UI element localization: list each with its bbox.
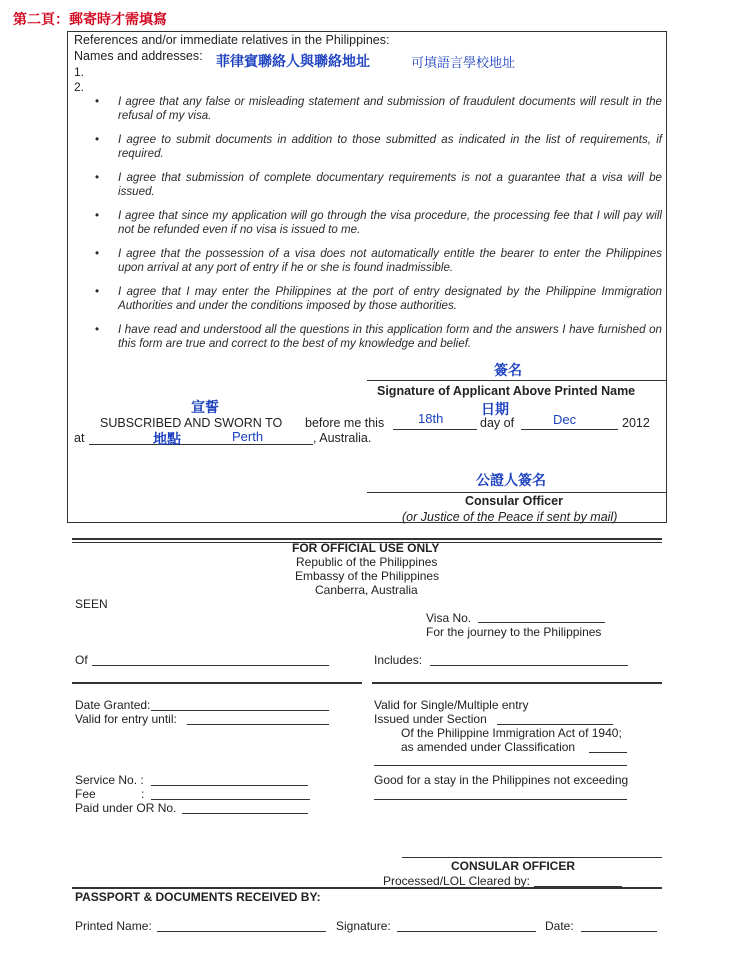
fee-field[interactable] <box>151 799 310 800</box>
bullet-icon: • <box>95 323 100 336</box>
bullet-icon: • <box>95 171 100 184</box>
month-value: Dec <box>553 412 577 427</box>
year-label: 2012 <box>622 416 650 430</box>
official-heading: FOR OFFICIAL USE ONLY <box>292 541 440 555</box>
consular-officer-label: Consular Officer <box>465 494 563 508</box>
issued-under-label: Issued under Section <box>374 712 487 726</box>
applicant-signature-label: Signature of Applicant Above Printed Name <box>377 384 636 398</box>
service-no-field[interactable] <box>151 785 308 786</box>
paid-under-label: Paid under OR No. <box>75 801 177 815</box>
valid-entry-label: Valid for Single/Multiple entry <box>374 698 529 712</box>
names-label: Names and addresses: <box>74 49 203 63</box>
visa-no-label: Visa No. <box>426 611 472 625</box>
valid-until-label: Valid for entry until: <box>75 712 177 726</box>
processed-label: Processed/LOL Cleared by: <box>383 874 530 888</box>
declaration-item: • I agree that any false or misleading statement and submission of fraudulent documents will result in the refusal of my visa. <box>95 95 662 122</box>
visa-no-field[interactable] <box>478 622 605 623</box>
received-signature-label: Signature: <box>336 919 391 933</box>
date-granted-field[interactable] <box>151 710 329 711</box>
official-line-2: Embassy of the Philippines <box>295 569 440 583</box>
fee-colon: : <box>141 787 145 801</box>
divider <box>372 682 662 684</box>
classification-field[interactable] <box>589 752 627 753</box>
day-field[interactable] <box>393 429 477 430</box>
printed-name-field[interactable] <box>157 931 326 932</box>
reference-line-1: 1. <box>74 65 85 79</box>
declaration-item: • I agree that I may enter the Philippines at the port of entry designated by the Philippine Immigration Authorities and under the conditions imposed by those authorities. <box>95 285 662 312</box>
bullet-icon: • <box>95 285 100 298</box>
declaration-item: • I have read and understood all the questions in this application form and the answers I have furnished on this form are true and correct to the best of my knowledge and belief. <box>95 323 662 350</box>
divider <box>72 887 662 889</box>
includes-label: Includes: <box>374 653 423 667</box>
received-signature-field[interactable] <box>397 931 536 932</box>
of-field[interactable] <box>92 665 329 666</box>
note-oath: 宣誓 <box>191 400 219 416</box>
valid-until-field[interactable] <box>187 724 329 725</box>
section-field[interactable] <box>497 724 613 725</box>
includes-field[interactable] <box>430 665 628 666</box>
country-label: , Australia. <box>313 431 372 445</box>
declaration-item: • I agree that submission of complete documentary requirements is not a guarantee that a visa will be issued. <box>95 171 662 198</box>
reference-line-2: 2. <box>74 80 85 94</box>
act-label: Of the Philippine Immigration Act of 1940; <box>401 726 622 740</box>
declaration-item: • I agree that since my application will go through the visa procedure, the processing fee that I will pay will not be refunded even if no visa is issued to me. <box>95 209 662 236</box>
amended-label: as amended under Classification <box>401 740 576 754</box>
service-no-label: Service No. : <box>75 773 144 787</box>
consular-officer-caption: CONSULAR OFFICER <box>451 859 575 873</box>
date-granted-label: Date Granted: <box>75 698 151 712</box>
official-line-3: Canberra, Australia <box>315 583 418 597</box>
classification-extra-field[interactable] <box>374 765 627 766</box>
officer-signature-line[interactable] <box>367 492 667 493</box>
place-field[interactable] <box>89 444 313 445</box>
stay-duration-field[interactable] <box>374 799 627 800</box>
printed-name-label: Printed Name: <box>75 919 152 933</box>
before-text: before me this <box>305 416 385 430</box>
journey-label: For the journey to the Philippines <box>426 625 602 639</box>
names-note-bold: 菲律賓聯絡人與聯絡地址 <box>216 54 370 70</box>
month-field[interactable] <box>521 429 618 430</box>
or-no-field[interactable] <box>182 813 308 814</box>
officer-sub-label: (or Justice of the Peace if sent by mail) <box>402 510 618 524</box>
declaration-item: • I agree that the possession of a visa does not automatically entitle the bearer to enter the Philippines upon arrival at any port of entry if he or she is found inadmissible. <box>95 247 662 274</box>
bullet-icon: • <box>95 95 100 108</box>
declaration-item: • I agree to submit documents in addition to those submitted as indicated in the list of requirements, if required. <box>95 133 662 160</box>
bullet-icon: • <box>95 133 100 146</box>
day-value: 18th <box>418 411 444 426</box>
day-of-label: day of <box>480 416 515 430</box>
divider <box>72 682 362 684</box>
note-place: 地點 <box>153 432 181 448</box>
references-heading: References and/or immediate relatives in the Philippines: <box>74 33 390 47</box>
place-value: Perth <box>232 429 264 444</box>
good-for-label: Good for a stay in the Philippines not exceeding <box>374 773 629 787</box>
note-notary: 公證人簽名 <box>476 473 546 489</box>
names-note: 可填語言學校地址 <box>411 56 516 71</box>
note-sign: 簽名 <box>494 363 522 379</box>
sworn-text: SUBSCRIBED AND SWORN TO <box>100 416 283 430</box>
passport-received-heading: PASSPORT & DOCUMENTS RECEIVED BY: <box>75 890 321 904</box>
divider <box>72 538 662 540</box>
bullet-icon: • <box>95 209 100 222</box>
received-date-field[interactable] <box>581 931 657 932</box>
consular-officer-signature-line[interactable] <box>402 857 662 858</box>
at-label: at <box>74 431 85 445</box>
bullet-icon: • <box>95 247 100 260</box>
applicant-signature-line[interactable] <box>367 380 667 381</box>
received-date-label: Date: <box>545 919 574 933</box>
header-note: 第二頁：郵寄時才需填寫 <box>13 12 167 28</box>
of-label: Of <box>75 653 88 667</box>
seen-label: SEEN <box>75 597 108 611</box>
official-line-1: Republic of the Philippines <box>296 555 438 569</box>
note-date: 日期 <box>481 402 509 418</box>
declarations-list <box>90 95 662 361</box>
fee-label: Fee <box>75 787 96 801</box>
